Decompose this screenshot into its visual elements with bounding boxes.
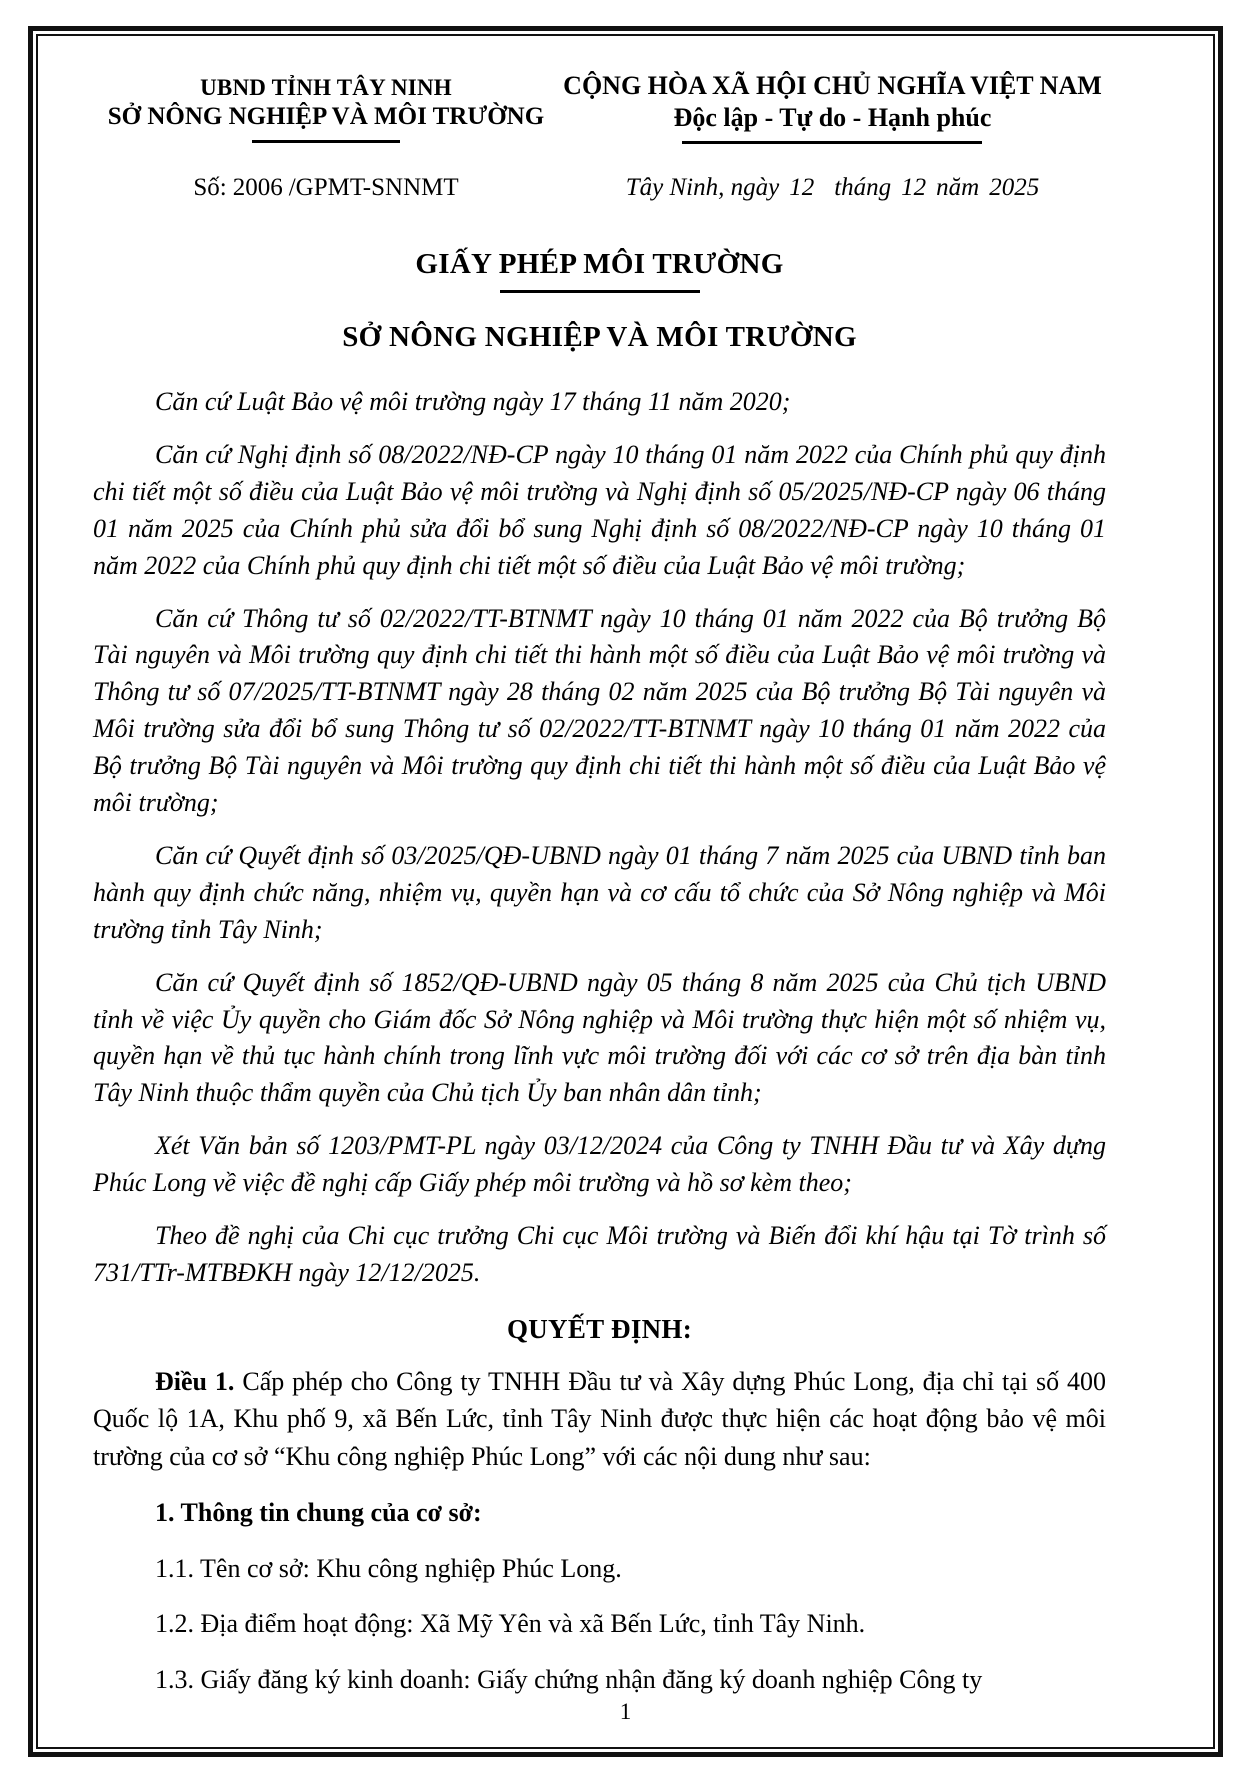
article-1-paragraph [93,1363,1106,1475]
decision-heading: QUYẾT ĐỊNH: [506,1313,693,1344]
document-number-label: Số: [193,173,227,201]
document-number-block [93,174,559,202]
page-subtitle: SỞ NÔNG NGHIỆP VÀ MÔI TRƯỜNG [342,320,857,353]
month-label: tháng [834,173,892,201]
preamble-paragraph: Căn cứ Nghị định số 08/2022/NĐ-CP ngày 10 tháng 01 năm 2022 của Chính phủ quy định chi tiết một số điều của Luật Bảo vệ môi trường và Nghị định số 05/2025/NĐ-CP ngày 06 tháng 01 năm 2025 của Chính phủ sửa đổi bổ sung Nghị định số 08/2022/NĐ-CP ngày 10 tháng 01 năm 2022 của Chính phủ quy định chi tiết một số điều của Luật Bảo vệ môi trường; [93,439,1106,580]
department-name-line: SỞ NÔNG NGHIỆP VÀ MÔI TRƯỜNG [107,103,545,131]
document-number-value: 2006 [232,173,283,201]
place-date-prefix: Tây Ninh, ngày [625,173,780,201]
item-1-2: 1.2. Địa điểm hoạt động: Xã Mỹ Yên và xã Bến Lức, tỉnh Tây Ninh. [155,1609,866,1639]
issuing-authority-block [93,58,559,143]
article-1-label: Điều 1. [155,1366,235,1396]
page-title: GIẤY PHÉP MÔI TRƯỜNG [415,247,784,280]
article-1-text: Cấp phép cho Công ty TNHH Đầu tư và Xây dựng Phúc Long, địa chỉ tại số 400 Quốc lộ 1A, Khu phố 9, xã Bến Lức, tỉnh Tây Ninh được thực hiện các hoạt động bảo vệ môi trường của cơ sở “Khu công nghiệp Phúc Long” với các nội dung như sau: [93,1366,1106,1471]
province-authority-line: UBND TỈNH TÂY NINH [200,75,452,100]
national-motto-line: Độc lập - Tự do - Hạnh phúc [673,103,992,133]
national-title-line: CỘNG HÒA XÃ HỘI CHỦ NGHĨA VIỆT NAM [563,71,1102,100]
preamble-paragraph: Theo đề nghị của Chi cục trưởng Chi cục Môi trường và Biến đổi khí hậu tại Tờ trình số 731/TTr-MTBĐKH ngày 12/12/2025. [93,1221,1106,1288]
preamble-paragraph: Căn cứ Thông tư số 02/2022/TT-BTNMT ngày 10 tháng 01 năm 2022 của Bộ trưởng Bộ Tài nguyên và Môi trường quy định chi tiết thi hành một số điều của Luật Bảo vệ môi trường và Thông tư số 07/2025/TT-BTNMT ngày 28 tháng 02 năm 2025 của Bộ trưởng Bộ Tài nguyên và Môi trường sửa đổi bổ sung Thông tư số 02/2022/TT-BTNMT ngày 10 tháng 01 năm 2022 của Bộ trưởng Bộ Tài nguyên và Môi trường quy định chi tiết thi hành một số điều của Luật Bảo vệ môi trường; [93,603,1106,818]
document-number-suffix: /GPMT-SNNMT [288,173,459,201]
document-content [93,58,1106,1698]
year-label: năm [936,173,980,201]
issue-year: 2025 [989,173,1040,201]
document-number-date-row [93,174,1106,202]
preamble-paragraph: Xét Văn bản số 1203/PMT-PL ngày 03/12/2024 của Công ty TNHH Đầu tư và Xây dựng Phúc Long về việc đề nghị cấp Giấy phép môi trường và hồ sơ kèm theo; [93,1131,1106,1198]
title-underline-rule [500,290,700,293]
issue-day: 12 [789,173,815,201]
place-date-block [559,174,1106,202]
authority-underline-rule [252,140,400,143]
document-header [93,58,1106,144]
page-number: 1 [619,1699,632,1724]
preamble-paragraph: Căn cứ Quyết định số 03/2025/QĐ-UBND ngày 01 tháng 7 năm 2025 của UBND tỉnh ban hành quy định chức năng, nhiệm vụ, quyền hạn và cơ cấu tổ chức của Sở Nông nghiệp và Môi trường tỉnh Tây Ninh; [93,840,1106,944]
preamble-paragraph: Căn cứ Quyết định số 1852/QĐ-UBND ngày 05 tháng 8 năm 2025 của Chủ tịch UBND tỉnh về việc Ủy quyền cho Giám đốc Sở Nông nghiệp và Môi trường thực hiện một số nhiệm vụ, quyền hạn về thủ tục hành chính trong lĩnh vực môi trường đối với các cơ sở trên địa bàn tỉnh Tây Ninh thuộc thẩm quyền của Chủ tịch Ủy ban nhân dân tỉnh; [93,967,1106,1108]
motto-underline-rule [682,141,982,144]
section-1-heading: 1. Thông tin chung của cơ sở: [155,1498,482,1528]
item-1-3: 1.3. Giấy đăng ký kinh doanh: Giấy chứng nhận đăng ký doanh nghiệp Công ty [155,1664,983,1694]
item-1-1: 1.1. Tên cơ sở: Khu công nghiệp Phúc Long. [155,1553,622,1583]
issue-month: 12 [901,173,927,201]
preamble-paragraph: Căn cứ Luật Bảo vệ môi trường ngày 17 tháng 11 năm 2020; [155,386,791,416]
national-heading-block [559,58,1106,144]
